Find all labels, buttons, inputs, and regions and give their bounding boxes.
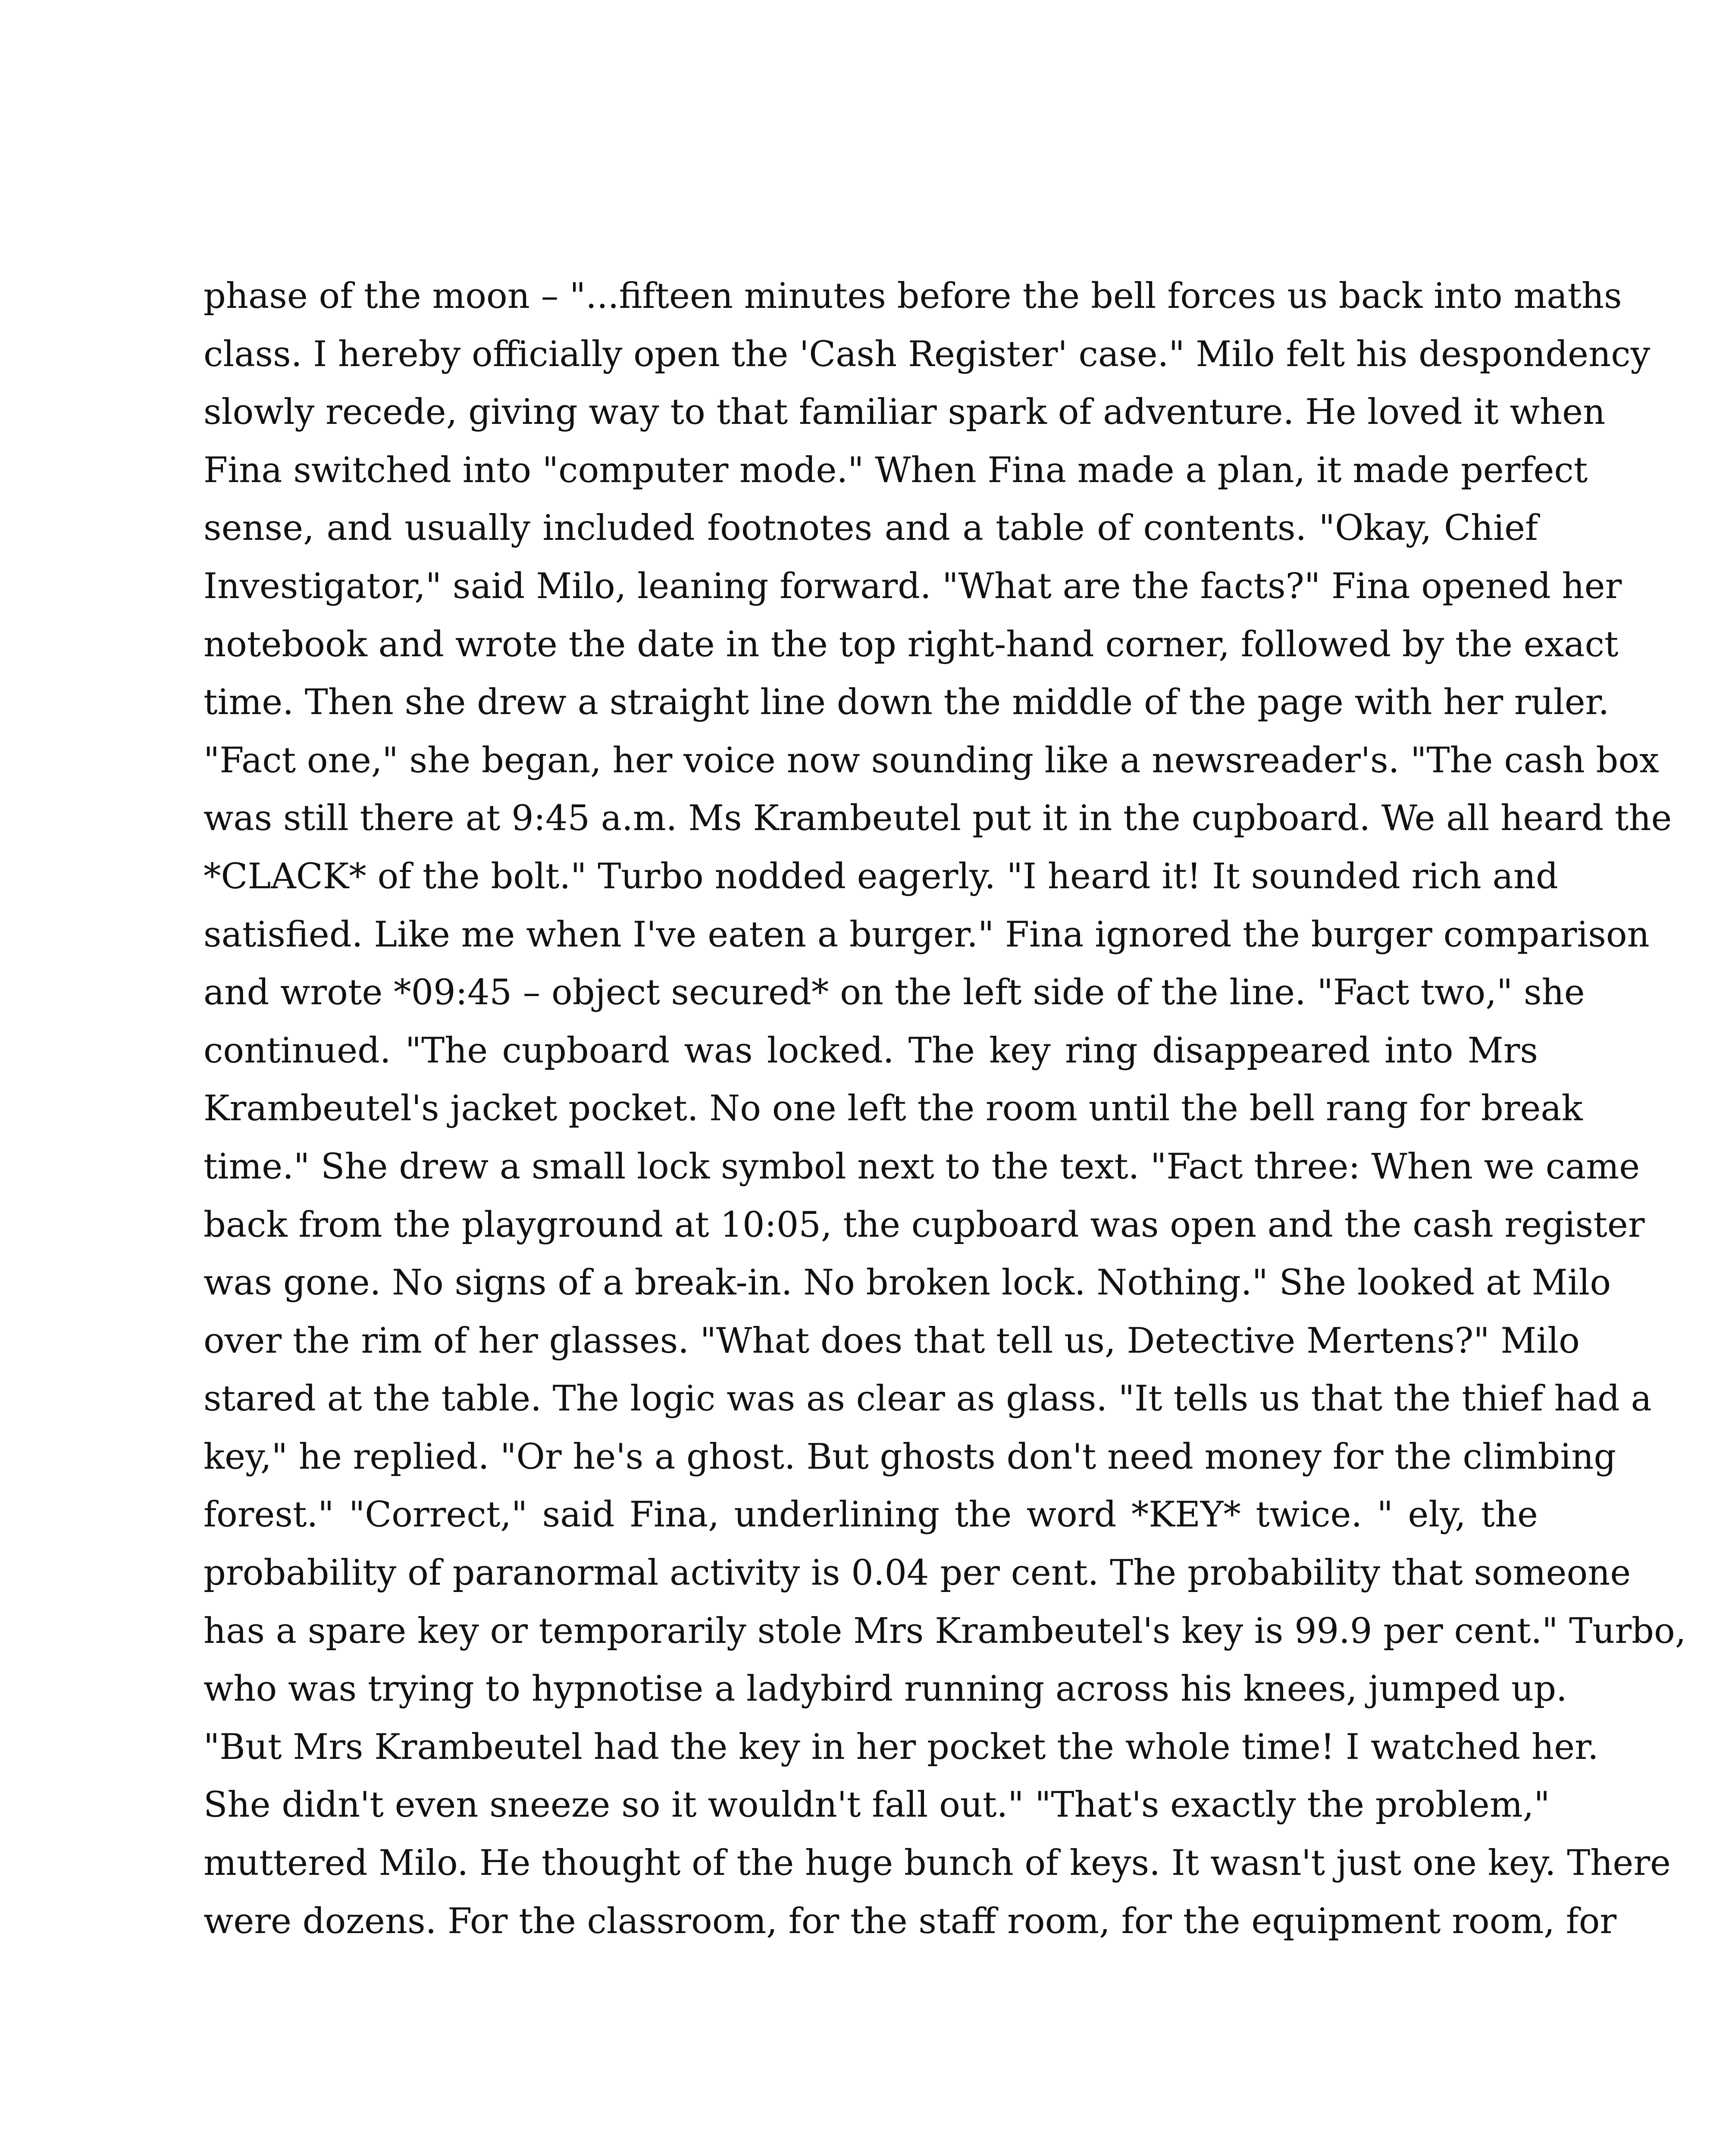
text-line: and wrote *09:45 – object secured* on the left side of the line. "Fact two," she (204, 972, 1585, 1013)
text-line: phase of the moon – "...fifteen minutes before the bell forces us back into maths (204, 276, 1622, 317)
text-line: Krambeutel's jacket pocket. No one left the room until the bell rang for break (204, 1088, 1583, 1129)
text-line: key," he replied. "Or he's a ghost. But ghosts don't need money for the climbing (204, 1436, 1616, 1477)
text-line: notebook and wrote the date in the top right-hand corner, followed by the exact (204, 624, 1619, 665)
text-line: Fina switched into "computer mode." When Fina made a plan, it made perfect (204, 450, 1588, 491)
text-line: over the rim of her glasses. "What does that tell us, Detective Mertens?" Milo (204, 1320, 1580, 1361)
text-line: Investigator," said Milo, leaning forward. "What are the facts?" Fina opened her (204, 566, 1622, 607)
text-line: stared at the table. The logic was as clear as glass. "It tells us that the thief had a (204, 1379, 1652, 1420)
text-line: muttered Milo. He thought of the huge bunch of keys. It wasn't just one key. There (204, 1843, 1671, 1884)
text-line: was gone. No signs of a break-in. No broken lock. Nothing." She looked at Milo (204, 1263, 1611, 1304)
text-line: probability of paranormal activity is 0.04 per cent. The probability that someone (204, 1553, 1631, 1594)
text-line: slowly recede, giving way to that familiar spark of adventure. He loved it when (204, 392, 1606, 433)
text-line: class. I hereby officially open the 'Cash Register' case." Milo felt his despondency (204, 334, 1651, 375)
text-line: were dozens. For the classroom, for the staff room, for the equipment room, for (204, 1901, 1617, 1942)
text-line: "Fact one," she began, her voice now sounding like a newsreader's. "The cash box (204, 740, 1659, 781)
text-line: forest." "Correct," said Fina, underlining the word *KEY* twice. " ely, the (204, 1495, 1538, 1536)
text-line: who was trying to hypnotise a ladybird running across his knees, jumped up. (204, 1669, 1567, 1710)
text-line: back from the playground at 10:05, the cupboard was open and the cash register (204, 1204, 1645, 1245)
text-line: time. Then she drew a straight line down the middle of the page with her ruler. (204, 682, 1610, 723)
text-line: sense, and usually included footnotes and a table of contents. "Okay, Chief (204, 508, 1538, 549)
body-text (204, 267, 1686, 1950)
text-line: time." She drew a small lock symbol next to the text. "Fact three: When we came (204, 1146, 1640, 1187)
text-line: has a spare key or temporarily stole Mrs Krambeutel's key is 99.9 per cent." Turbo, (204, 1611, 1686, 1651)
text-line: "But Mrs Krambeutel had the key in her pocket the whole time! I watched her. (204, 1727, 1599, 1767)
text-line: She didn't even sneeze so it wouldn't fall out." "That's exactly the problem," (204, 1785, 1550, 1826)
text-line: *CLACK* of the bolt." Turbo nodded eagerly. "I heard it! It sounded rich and (204, 856, 1558, 897)
text-line: continued. "The cupboard was locked. The key ring disappeared into Mrs (204, 1030, 1538, 1071)
text-line: was still there at 9:45 a.m. Ms Krambeutel put it in the cupboard. We all heard the (204, 798, 1672, 839)
text-line: satisfied. Like me when I've eaten a burger." Fina ignored the burger comparison (204, 914, 1650, 955)
